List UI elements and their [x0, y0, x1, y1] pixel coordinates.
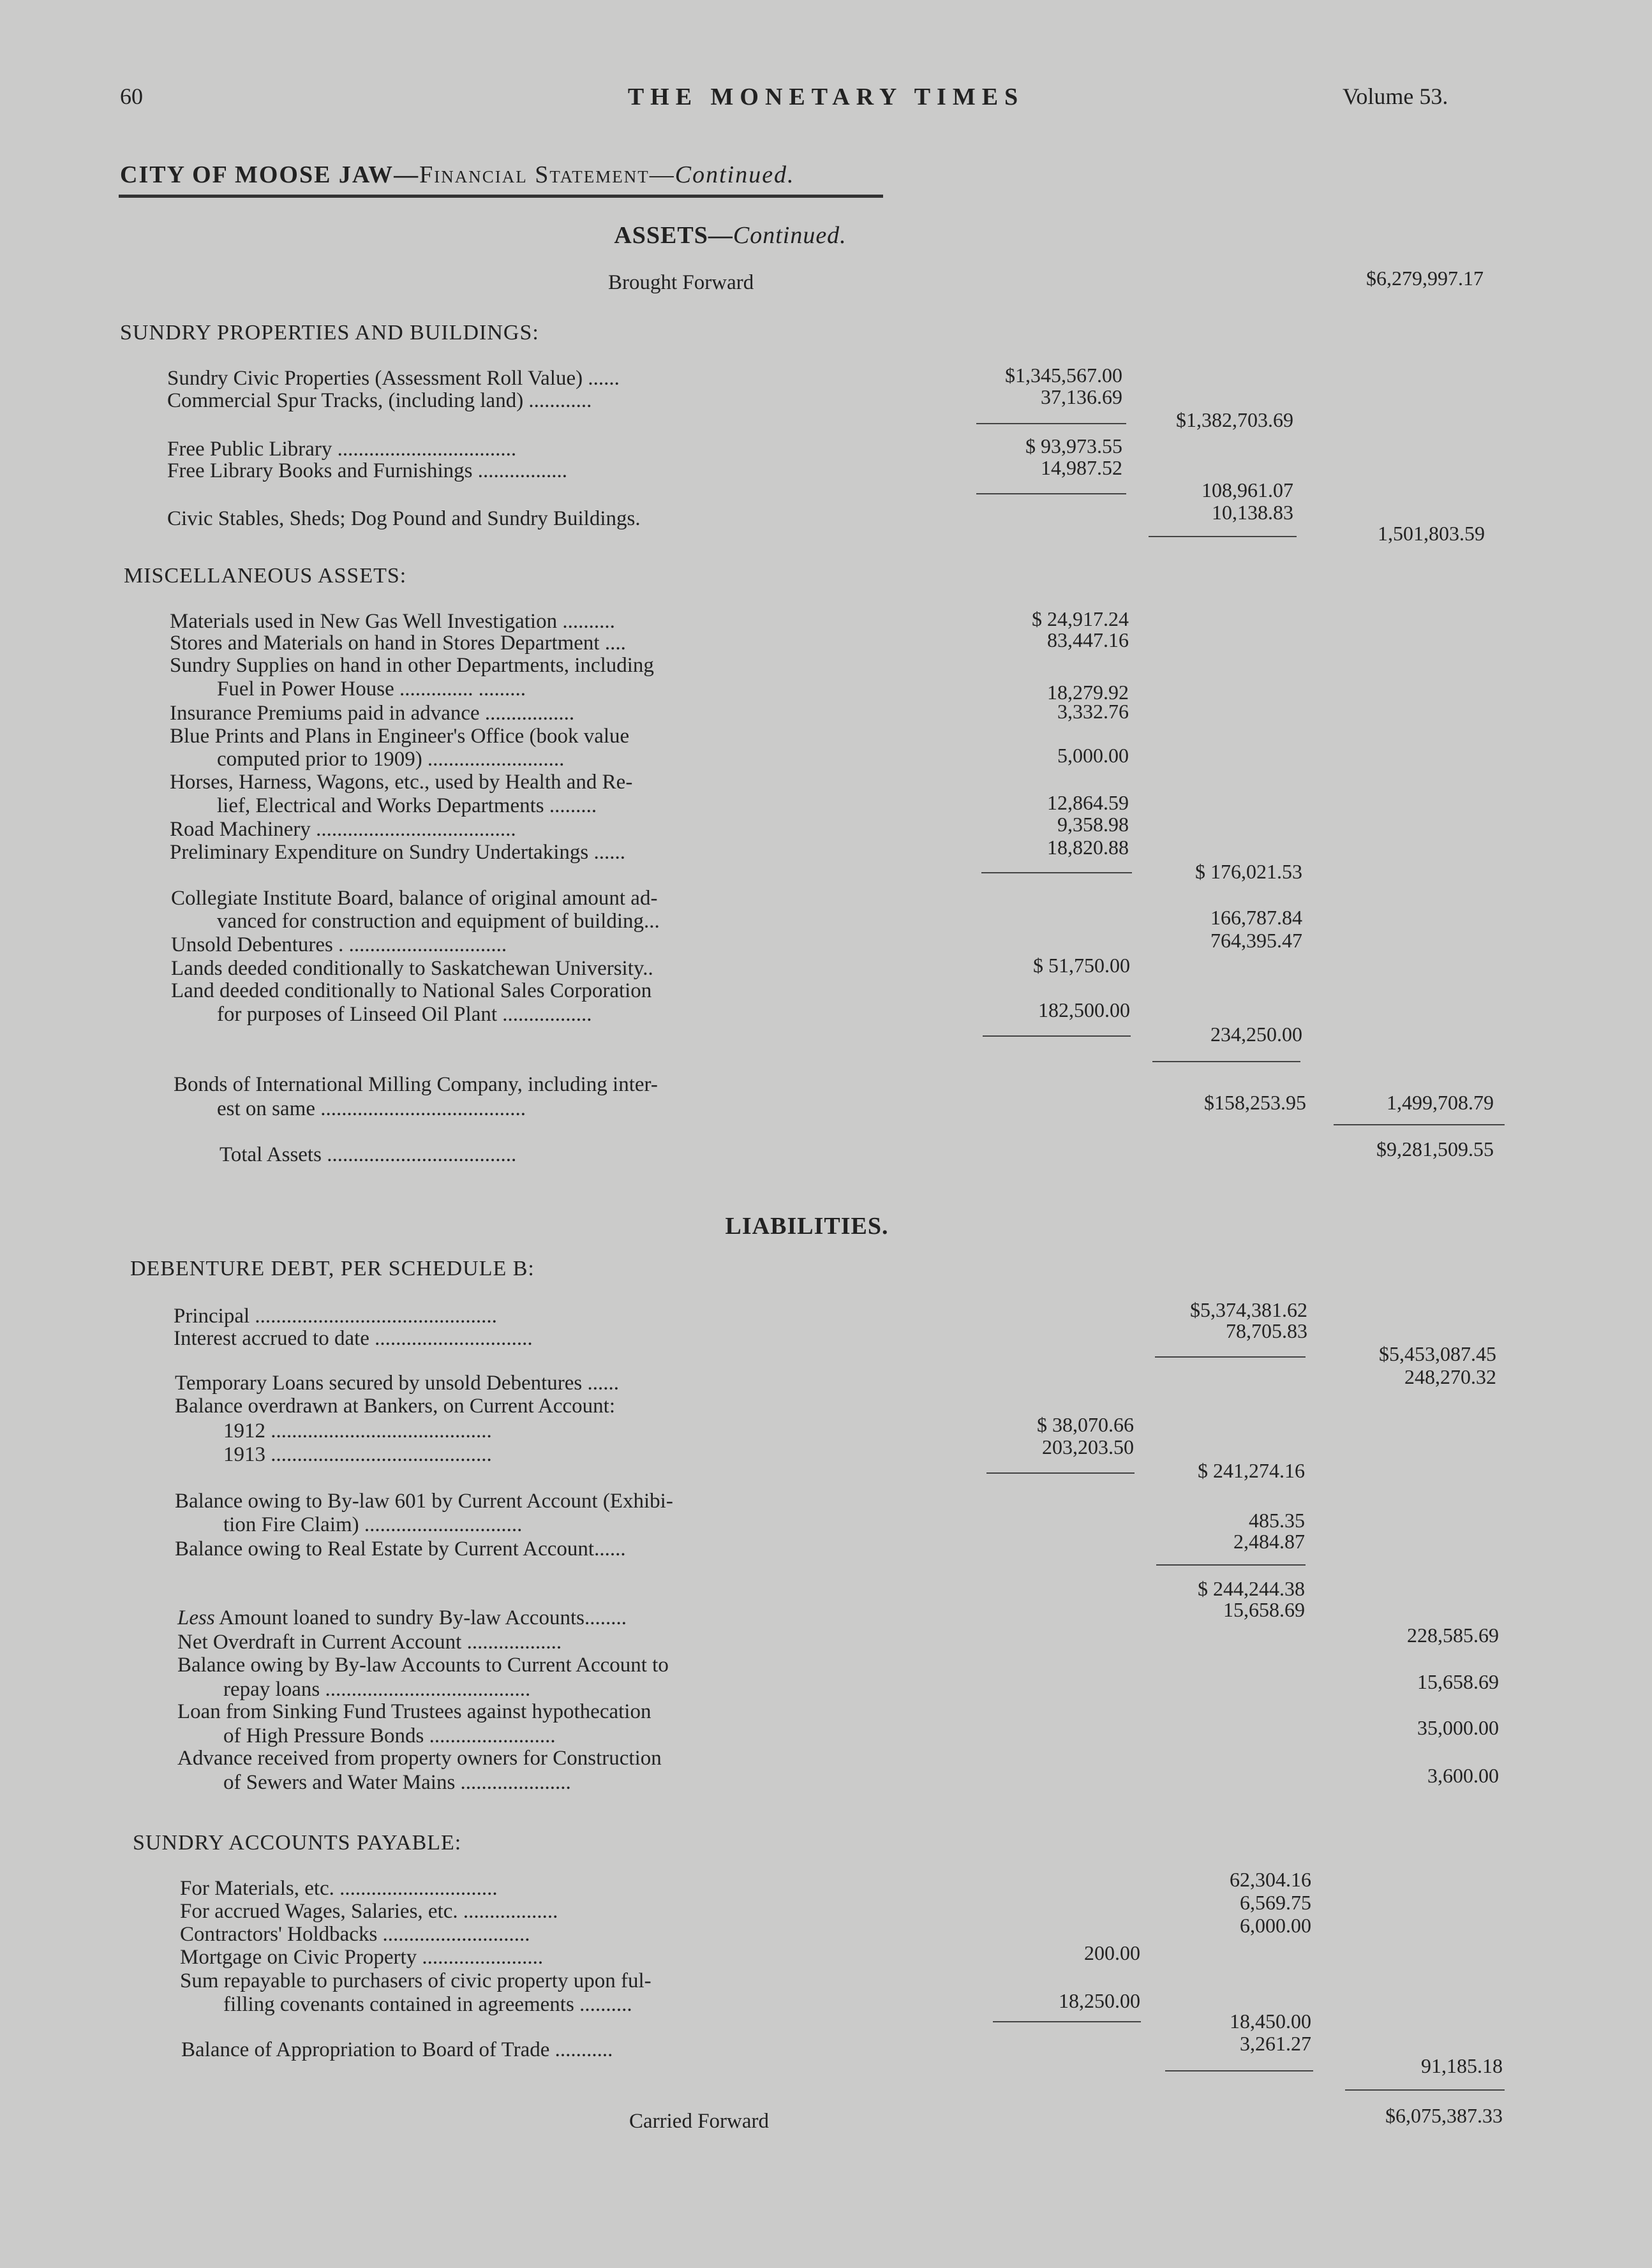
row-value: 228,585.69 [1407, 1624, 1499, 1647]
rule [1149, 536, 1297, 537]
continued-label: Continued. [674, 161, 795, 188]
row-value: 3,261.27 [1240, 2032, 1311, 2055]
section-total: $5,453,087.45 [1379, 1342, 1496, 1365]
table-row: Balance overdrawn at Bankers, on Current Account: [175, 1395, 616, 1418]
carried-forward-label: Carried Forward [629, 2110, 770, 2133]
subtotal-value: 234,250.00 [1210, 1023, 1302, 1046]
subtotal-value: 18,450.00 [1230, 2010, 1311, 2033]
rule [1155, 1356, 1306, 1358]
row-value: 3,332.76 [1057, 700, 1129, 723]
table-row: vanced for construction and equipment of building... [217, 910, 660, 933]
table-row: Balance owing by By-law Accounts to Current Account to [177, 1654, 669, 1677]
row-value: 83,447.16 [1047, 628, 1129, 651]
table-row: Collegiate Institute Board, balance of original amount ad- [171, 887, 658, 910]
row-value: $ 51,750.00 [1033, 954, 1130, 977]
table-row: lief, Electrical and Works Departments ......... [217, 794, 597, 817]
section-total: 91,185.18 [1421, 2054, 1503, 2077]
row-value: $ 93,973.55 [1025, 434, 1122, 457]
table-row: For Materials, etc. .............................. [180, 1877, 498, 1900]
rule [983, 1035, 1131, 1037]
table-row: est on same ....................................... [217, 1097, 526, 1120]
table-row: Free Public Library .................................. [167, 438, 517, 461]
table-row: Bonds of International Milling Company, including inter- [174, 1073, 658, 1096]
rule [1334, 1124, 1505, 1125]
table-row: Sum repayable to purchasers of civic property upon ful- [180, 1969, 651, 1992]
title-underline [119, 195, 883, 198]
page-number: 60 [120, 84, 143, 109]
row-value: 35,000.00 [1417, 1716, 1499, 1739]
row-value: 10,138.83 [1212, 501, 1293, 524]
total-assets-value: $9,281,509.55 [1376, 1138, 1494, 1160]
row-value: 6,000.00 [1240, 1914, 1311, 1937]
table-row: Stores and Materials on hand in Stores Department .... [170, 632, 626, 655]
table-row: tion Fire Claim) .............................. [223, 1513, 523, 1536]
subtotal-value: $ 244,244.38 [1198, 1577, 1305, 1600]
volume-label: Volume 53. [1343, 84, 1448, 109]
total-assets-label: Total Assets .................................... [220, 1143, 517, 1166]
row-value: 200.00 [1084, 1941, 1140, 1964]
table-row: 1913 .......................................... [223, 1443, 492, 1466]
statement-subtitle: Financial Statement— [419, 161, 675, 188]
row-value: 182,500.00 [1038, 998, 1130, 1021]
carried-forward-value: $6,075,387.33 [1385, 2104, 1503, 2127]
row-value: $ 24,917.24 [1032, 607, 1129, 630]
table-row: For accrued Wages, Salaries, etc. .................. [180, 1900, 558, 1923]
assets-heading-text: ASSETS— [614, 222, 733, 249]
publication-title: THE MONETARY TIMES [627, 84, 1025, 110]
table-row: Balance owing to Real Estate by Current Account...... [175, 1538, 626, 1560]
row-value: 18,279.92 [1047, 681, 1129, 704]
assets-heading [0, 221, 1556, 249]
table-row: Insurance Premiums paid in advance ................. [170, 702, 575, 725]
row-value: 2,484.87 [1233, 1530, 1305, 1553]
table-row: of High Pressure Bonds ........................ [223, 1724, 556, 1747]
table-row: 1912 .......................................... [223, 1419, 492, 1442]
sundry-properties-heading: SUNDRY PROPERTIES AND BUILDINGS: [120, 321, 539, 345]
table-row: Principal .............................................. [174, 1305, 497, 1328]
brought-forward-label: Brought Forward [608, 271, 754, 294]
table-row: of Sewers and Water Mains ..................... [223, 1771, 571, 1794]
table-row: Road Machinery ...................................... [170, 818, 516, 841]
row-value: 485.35 [1249, 1509, 1305, 1532]
row-value: 18,820.88 [1047, 836, 1129, 859]
table-row: Mortgage on Civic Property ....................... [180, 1946, 544, 1969]
rule [1152, 1061, 1300, 1062]
table-row: filling covenants contained in agreements .......... [223, 1993, 632, 2016]
sundry-accounts-heading: SUNDRY ACCOUNTS PAYABLE: [133, 1831, 462, 1855]
less-label-rest: Amount loaned to sundry By-law Accounts........ [219, 1606, 627, 1629]
table-row: Materials used in New Gas Well Investigation .......... [170, 610, 615, 633]
rule [1156, 1564, 1306, 1566]
table-row: Temporary Loans secured by unsold Debentures ...... [175, 1372, 619, 1395]
row-value: $1,345,567.00 [1005, 364, 1122, 387]
misc-assets-heading: MISCELLANEOUS ASSETS: [124, 564, 407, 588]
city-name: CITY OF MOOSE JAW— [120, 161, 420, 188]
row-value: 18,250.00 [1059, 1989, 1140, 2012]
row-value: 12,864.59 [1047, 791, 1129, 814]
rule [976, 493, 1126, 494]
section-total: 1,501,803.59 [1378, 522, 1485, 545]
row-value: 9,358.98 [1057, 813, 1129, 836]
rule [1165, 2070, 1313, 2072]
less-label: Less [177, 1606, 215, 1629]
table-row: Fuel in Power House .............. ......... [217, 678, 526, 700]
table-row: Net Overdraft in Current Account .................. [177, 1631, 562, 1654]
row-value: $5,374,381.62 [1190, 1298, 1307, 1321]
table-row: Unsold Debentures . .............................. [171, 933, 507, 956]
row-value: 62,304.16 [1230, 1868, 1311, 1891]
row-value: 248,270.32 [1404, 1365, 1496, 1388]
row-value: 764,395.47 [1210, 929, 1302, 952]
table-row: for purposes of Linseed Oil Plant ................. [217, 1003, 592, 1026]
table-row: Land deeded conditionally to National Sales Corporation [171, 979, 652, 1002]
table-row: Interest accrued to date .............................. [174, 1327, 533, 1350]
row-value: 14,987.52 [1041, 456, 1122, 479]
row-value: $158,253.95 [1204, 1091, 1306, 1114]
row-value: 3,600.00 [1427, 1764, 1499, 1787]
brought-forward-value: $6,279,997.17 [1366, 267, 1484, 290]
table-row: computed prior to 1909) .......................... [217, 748, 565, 771]
table-row: repay loans ....................................... [223, 1678, 531, 1701]
row-value: 5,000.00 [1057, 744, 1129, 767]
table-row: Sundry Supplies on hand in other Departments, including [170, 654, 654, 677]
table-row: Free Library Books and Furnishings ................. [167, 459, 567, 482]
table-row: Commercial Spur Tracks, (including land) ............ [167, 389, 592, 412]
table-row: Civic Stables, Sheds; Dog Pound and Sundry Buildings. [167, 507, 641, 530]
row-value: $ 38,070.66 [1037, 1413, 1134, 1436]
row-value: 203,203.50 [1042, 1435, 1134, 1458]
liabilities-heading: LIABILITIES. [725, 1213, 889, 1240]
table-row: Balance of Appropriation to Board of Trade ........... [181, 2038, 613, 2061]
rule [1345, 2089, 1505, 2091]
row-value: 15,658.69 [1223, 1598, 1305, 1621]
table-row: Loan from Sinking Fund Trustees against hypothecation [177, 1700, 651, 1723]
row-value: 6,569.75 [1240, 1891, 1311, 1914]
table-row: Preliminary Expenditure on Sundry Undertakings ...... [170, 841, 625, 864]
table-row: Advance received from property owners for Construction [177, 1747, 662, 1770]
assets-heading-cont: Continued. [733, 222, 847, 249]
subtotal-value: 108,961.07 [1202, 478, 1293, 501]
statement-title [120, 161, 795, 189]
table-row [177, 1606, 627, 1630]
subtotal-value: $ 176,021.53 [1195, 860, 1302, 883]
rule [981, 872, 1132, 873]
subtotal-value: $1,382,703.69 [1176, 408, 1293, 431]
rule [976, 423, 1126, 424]
table-row: Horses, Harness, Wagons, etc., used by Health and Re- [170, 771, 633, 794]
subtotal-value: $ 241,274.16 [1198, 1459, 1305, 1482]
row-value: 37,136.69 [1041, 385, 1122, 408]
row-value: 15,658.69 [1417, 1670, 1499, 1693]
table-row: Sundry Civic Properties (Assessment Roll Value) ...... [167, 367, 620, 390]
debenture-heading: DEBENTURE DEBT, PER SCHEDULE B: [130, 1257, 535, 1280]
rule [986, 1472, 1135, 1474]
table-row: Lands deeded conditionally to Saskatchewan University.. [171, 957, 653, 980]
row-value: 166,787.84 [1210, 906, 1302, 929]
table-row: Blue Prints and Plans in Engineer's Office (book value [170, 725, 630, 748]
section-total: 1,499,708.79 [1387, 1091, 1494, 1114]
rule [993, 2021, 1141, 2022]
row-value: 78,705.83 [1226, 1319, 1307, 1342]
table-row: Contractors' Holdbacks ............................ [180, 1923, 530, 1946]
table-row: Balance owing to By-law 601 by Current Account (Exhibi- [175, 1490, 673, 1513]
